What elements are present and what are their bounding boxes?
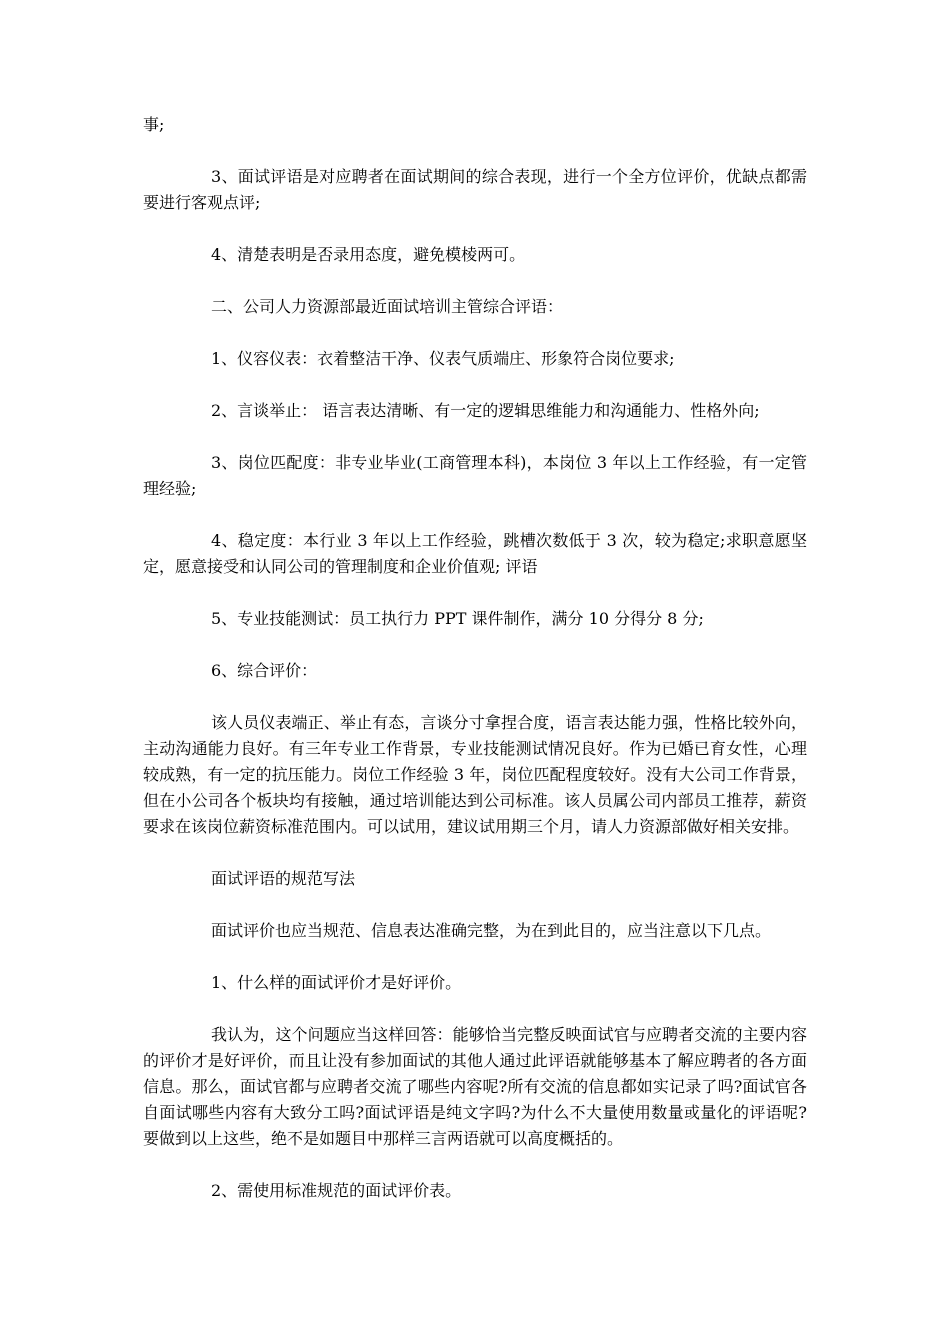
paragraph-answer-1: 我认为，这个问题应当这样回答：能够恰当完整反映面试官与应聘者交流的主要内容的评价才是好评价，而且让没有参加面试的其他人通过此评语就能够基本了解应聘者的各方面信息。那么，面试官都与应聘者交流了哪些内容呢?所有交流的信息都如实记录了吗?面试官各自面试哪些内容有大致分工吗?面试评语是纯文字吗?为什么不大量使用数量或量化的评语呢?要做到以上这些，绝不是如题目中那样三言两语就可以高度概括的。 [143,1025,807,1148]
paragraph-overall-evaluation: 该人员仪表端正、举止有态，言谈分寸拿捏合度，语言表达能力强，性格比较外向，主动沟通能力良好。有三年专业工作背景，专业技能测试情况良好。作为已婚已育女性，心理较成熟，有一定的抗压能力。岗位工作经验 3 年，岗位匹配程度较好。没有大公司工作背景，但在小公司各个板块均有接触，通过培训能达到公司标准。该人员属公司内部员工推荐，薪资要求在该岗位薪资标准范围内。可以试用，建议试用期三个月，请人力资源部做好相关安排。 [143,713,807,836]
paragraph-question-1: 1、什么样的面试评价才是好评价。 [211,973,462,992]
paragraph-writing-intro: 面试评价也应当规范、信息表达准确完整，为在到此目的，应当注意以下几点。 [211,921,772,940]
paragraph-job-match: 3、岗位匹配度：非专业毕业(工商管理本科)，本岗位 3 年以上工作经验，有一定管理经验; [143,453,807,498]
paragraph-appearance: 1、仪容仪表：衣着整洁干净、仪表气质端庄、形象符合岗位要求; [211,349,675,368]
paragraph-question-2: 2、需使用标准规范的面试评价表。 [211,1181,462,1200]
section-heading-2: 二、公司人力资源部最近面试培训主管综合评语： [211,297,564,316]
section-heading-writing: 面试评语的规范写法 [211,869,356,888]
paragraph-point-3: 3、面试评语是对应聘者在面试期间的综合表现，进行一个全方位评价，优缺点都需要进行客观点评; [143,167,807,212]
paragraph-manner: 2、言谈举止： 语言表达清晰、有一定的逻辑思维能力和沟通能力、性格外向; [211,401,760,420]
document-body [143,112,807,1230]
paragraph-point-4: 4、清楚表明是否录用态度，避免模棱两可。 [211,245,526,264]
paragraph-stability: 4、稳定度：本行业 3 年以上工作经验，跳槽次数低于 3 次，较为稳定;求职意愿坚定，愿意接受和认同公司的管理制度和企业价值观; 评语 [143,531,807,576]
paragraph-skill-test: 5、专业技能测试：员工执行力 PPT 课件制作，满分 10 分得分 8 分; [211,609,704,628]
paragraph-continuation: 事; [143,115,165,134]
paragraph-overall-label: 6、综合评价： [211,661,318,680]
